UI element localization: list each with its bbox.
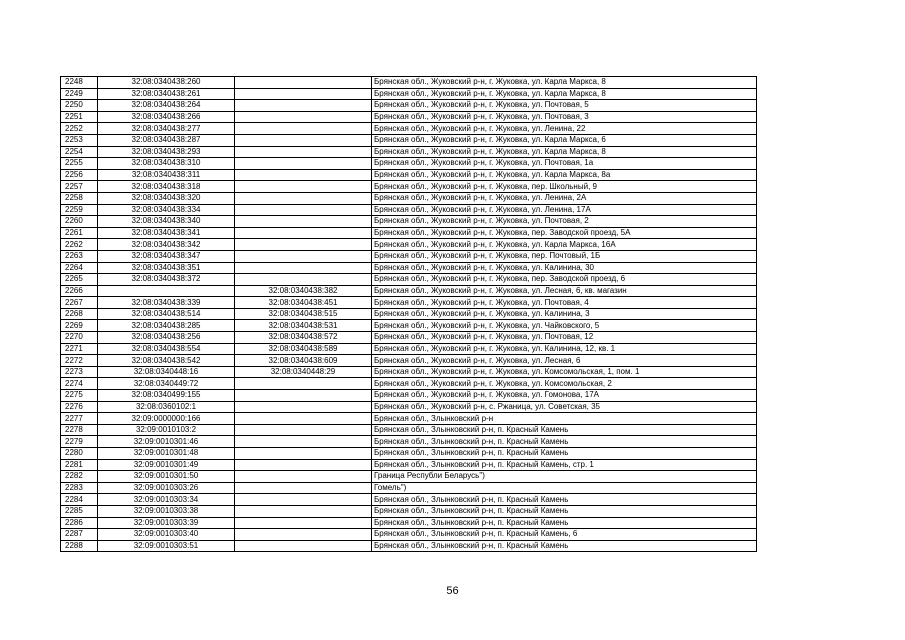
row-number-cell: 2271: [61, 343, 98, 355]
row-number-cell: 2264: [61, 262, 98, 274]
table-row: [61, 448, 757, 460]
row-number-cell: 2277: [61, 413, 98, 425]
row-number-cell: 2283: [61, 482, 98, 494]
row-number-cell: 2251: [61, 111, 98, 123]
cadastral-number-cell: 32:08:0340438:285: [98, 320, 235, 332]
cadastral-number-cell: 32:09:0010303:40: [98, 529, 235, 541]
related-cadastral-number-cell: [235, 471, 372, 483]
table-row: [61, 355, 757, 367]
address-cell: Брянская обл., Жуковский р-н, г. Жуковка, ул. Лесная, 6, кв. магазин: [372, 285, 757, 297]
address-cell: Брянская обл., Жуковский р-н, г. Жуковка, пер. Почтовый, 1Б: [372, 250, 757, 262]
address-cell: Брянская обл., Злынковский р-н, п. Красный Камень: [372, 517, 757, 529]
table-row: [61, 471, 757, 483]
address-cell: Брянская обл., Жуковский р-н, г. Жуковка, ул. Карла Маркса, 8: [372, 146, 757, 158]
row-number-cell: 2255: [61, 158, 98, 170]
cadastral-number-cell: 32:08:0340438:256: [98, 332, 235, 344]
table-row: [61, 77, 757, 89]
address-cell: Брянская обл., Жуковский р-н, г. Жуковка, ул. Калинина, 12, кв. 1: [372, 343, 757, 355]
table-row: [61, 239, 757, 251]
cadastral-number-cell: 32:08:0340438:318: [98, 181, 235, 193]
cadastral-number-cell: 32:09:0010301:46: [98, 436, 235, 448]
cadastral-number-cell: 32:09:0010301:49: [98, 459, 235, 471]
cadastral-number-cell: 32:08:0340438:277: [98, 123, 235, 135]
cadastral-number-cell: 32:09:0010301:48: [98, 448, 235, 460]
address-cell: Брянская обл., Жуковский р-н, г. Жуковка, ул. Калинина, 30: [372, 262, 757, 274]
cadastral-number-cell: 32:08:0340438:260: [98, 77, 235, 89]
row-number-cell: 2275: [61, 390, 98, 402]
address-cell: Брянская обл., Жуковский р-н, г. Жуковка, ул. Карла Маркса, 8а: [372, 169, 757, 181]
table-row: [61, 134, 757, 146]
address-cell: Брянская обл., Жуковский р-н, г. Жуковка, ул. Карла Маркса, 8: [372, 77, 757, 89]
row-number-cell: 2288: [61, 540, 98, 552]
cadastral-number-cell: 32:08:0340438:542: [98, 355, 235, 367]
address-cell: Брянская обл., Жуковский р-н, г. Жуковка, ул. Карла Маркса, 6: [372, 134, 757, 146]
table-row: [61, 529, 757, 541]
cadastral-number-cell: 32:09:0010303:38: [98, 505, 235, 517]
address-cell: Брянская обл., Злынковский р-н, п. Красный Камень, стр. 1: [372, 459, 757, 471]
table-row: [61, 517, 757, 529]
table-row: [61, 424, 757, 436]
related-cadastral-number-cell: [235, 390, 372, 402]
row-number-cell: 2252: [61, 123, 98, 135]
row-number-cell: 2257: [61, 181, 98, 193]
table-row: [61, 250, 757, 262]
table-row: [61, 308, 757, 320]
row-number-cell: 2286: [61, 517, 98, 529]
row-number-cell: 2278: [61, 424, 98, 436]
row-number-cell: 2276: [61, 401, 98, 413]
cadastral-number-cell: 32:09:0010301:50: [98, 471, 235, 483]
related-cadastral-number-cell: [235, 88, 372, 100]
cadastral-number-cell: 32:08:0340438:347: [98, 250, 235, 262]
row-number-cell: 2284: [61, 494, 98, 506]
row-number-cell: 2282: [61, 471, 98, 483]
address-cell: Брянская обл., Жуковский р-н, г. Жуковка, ул. Ленина, 17А: [372, 204, 757, 216]
row-number-cell: 2262: [61, 239, 98, 251]
table-row: [61, 100, 757, 112]
address-cell: Брянская обл., Злынковский р-н: [372, 413, 757, 425]
related-cadastral-number-cell: 32:08:0340438:451: [235, 297, 372, 309]
cadastral-number-cell: 32:08:0340438:261: [98, 88, 235, 100]
table-row: [61, 459, 757, 471]
row-number-cell: 2280: [61, 448, 98, 460]
address-cell: Брянская обл., Злынковский р-н, п. Красный Камень: [372, 494, 757, 506]
address-cell: Брянская обл., Злынковский р-н, п. Красный Камень: [372, 424, 757, 436]
related-cadastral-number-cell: [235, 100, 372, 112]
related-cadastral-number-cell: [235, 181, 372, 193]
table-row: [61, 505, 757, 517]
row-number-cell: 2268: [61, 308, 98, 320]
row-number-cell: 2250: [61, 100, 98, 112]
cadastral-number-cell: 32:08:0340438:351: [98, 262, 235, 274]
table-row: [61, 332, 757, 344]
table-row: [61, 216, 757, 228]
related-cadastral-number-cell: [235, 216, 372, 228]
address-cell: Брянская обл., Жуковский р-н, г. Жуковка, ул. Ленина, 2А: [372, 192, 757, 204]
cadastral-number-cell: 32:08:0340438:341: [98, 227, 235, 239]
address-cell: Брянская обл., Жуковский р-н, с. Ржаница, ул. Советская, 35: [372, 401, 757, 413]
row-number-cell: 2258: [61, 192, 98, 204]
address-cell: Брянская обл., Жуковский р-н, г. Жуковка, ул. Почтовая, 3: [372, 111, 757, 123]
row-number-cell: 2265: [61, 274, 98, 286]
row-number-cell: 2248: [61, 77, 98, 89]
cadastral-number-cell: 32:09:0010303:51: [98, 540, 235, 552]
row-number-cell: 2256: [61, 169, 98, 181]
related-cadastral-number-cell: [235, 146, 372, 158]
related-cadastral-number-cell: [235, 134, 372, 146]
table-row: [61, 181, 757, 193]
address-cell: Брянская обл., Жуковский р-н, г. Жуковка, ул. Почтовая, 12: [372, 332, 757, 344]
cadastral-number-cell: 32:08:0340499:155: [98, 390, 235, 402]
related-cadastral-number-cell: 32:08:0340438:609: [235, 355, 372, 367]
row-number-cell: 2269: [61, 320, 98, 332]
address-cell: Брянская обл., Жуковский р-н, г. Жуковка, ул. Комсомольская, 2: [372, 378, 757, 390]
cadastral-number-cell: 32:08:0340438:372: [98, 274, 235, 286]
related-cadastral-number-cell: [235, 436, 372, 448]
address-cell: Брянская обл., Жуковский р-н, г. Жуковка, пер. Школьный, 9: [372, 181, 757, 193]
related-cadastral-number-cell: [235, 459, 372, 471]
table-row: [61, 169, 757, 181]
row-number-cell: 2273: [61, 366, 98, 378]
row-number-cell: 2270: [61, 332, 98, 344]
address-cell: Брянская обл., Злынковский р-н, п. Красный Камень: [372, 505, 757, 517]
cadastral-number-cell: 32:08:0360102:1: [98, 401, 235, 413]
table-row: [61, 413, 757, 425]
address-cell: Брянская обл., Жуковский р-н, г. Жуковка, ул. Лесная, 6: [372, 355, 757, 367]
address-cell: Брянская обл., Жуковский р-н, г. Жуковка, ул. Ленина, 22: [372, 123, 757, 135]
related-cadastral-number-cell: [235, 262, 372, 274]
table-row: [61, 320, 757, 332]
related-cadastral-number-cell: [235, 111, 372, 123]
table-row: [61, 274, 757, 286]
related-cadastral-number-cell: [235, 192, 372, 204]
related-cadastral-number-cell: [235, 413, 372, 425]
cadastral-number-cell: [98, 285, 235, 297]
related-cadastral-number-cell: [235, 169, 372, 181]
related-cadastral-number-cell: 32:08:0340438:515: [235, 308, 372, 320]
address-cell: Брянская обл., Жуковский р-н, г. Жуковка, ул. Чайковского, 5: [372, 320, 757, 332]
table-row: [61, 192, 757, 204]
table-row: [61, 378, 757, 390]
table-row: [61, 204, 757, 216]
related-cadastral-number-cell: 32:08:0340438:382: [235, 285, 372, 297]
related-cadastral-number-cell: [235, 158, 372, 170]
cadastral-number-cell: 32:08:0340438:342: [98, 239, 235, 251]
cadastral-number-cell: 32:08:0340438:264: [98, 100, 235, 112]
row-number-cell: 2274: [61, 378, 98, 390]
address-cell: Брянская обл., Злынковский р-н, п. Красный Камень: [372, 540, 757, 552]
cadastral-number-cell: 32:08:0340438:287: [98, 134, 235, 146]
row-number-cell: 2261: [61, 227, 98, 239]
table-row: [61, 285, 757, 297]
related-cadastral-number-cell: 32:08:0340448:29: [235, 366, 372, 378]
address-cell: Брянская обл., Жуковский р-н, г. Жуковка, ул. Почтовая, 2: [372, 216, 757, 228]
row-number-cell: 2263: [61, 250, 98, 262]
row-number-cell: 2259: [61, 204, 98, 216]
table-row: [61, 123, 757, 135]
row-number-cell: 2260: [61, 216, 98, 228]
address-cell: Брянская обл., Жуковский р-н, г. Жуковка, ул. Карла Маркса, 8: [372, 88, 757, 100]
row-number-cell: 2279: [61, 436, 98, 448]
cadastral-table: [60, 76, 757, 552]
row-number-cell: 2249: [61, 88, 98, 100]
table-row: [61, 158, 757, 170]
address-cell: Брянская обл., Жуковский р-н, г. Жуковка, ул. Карла Маркса, 16А: [372, 239, 757, 251]
address-cell: Брянская обл., Жуковский р-н, г. Жуковка, пер. Заводской проезд, 5А: [372, 227, 757, 239]
related-cadastral-number-cell: [235, 448, 372, 460]
cadastral-number-cell: 32:09:0010303:26: [98, 482, 235, 494]
row-number-cell: 2254: [61, 146, 98, 158]
row-number-cell: 2266: [61, 285, 98, 297]
address-cell: Брянская обл., Жуковский р-н, г. Жуковка, ул. Калинина, 3: [372, 308, 757, 320]
related-cadastral-number-cell: [235, 517, 372, 529]
row-number-cell: 2287: [61, 529, 98, 541]
address-cell: Брянская обл., Злынковский р-н, п. Красный Камень: [372, 448, 757, 460]
address-cell: Гомель"): [372, 482, 757, 494]
cadastral-number-cell: 32:08:0340438:266: [98, 111, 235, 123]
table-row: [61, 540, 757, 552]
related-cadastral-number-cell: [235, 204, 372, 216]
table-row: [61, 297, 757, 309]
address-cell: Брянская обл., Жуковский р-н, г. Жуковка, ул. Почтовая, 5: [372, 100, 757, 112]
cadastral-number-cell: 32:09:0000000:166: [98, 413, 235, 425]
table-row: [61, 494, 757, 506]
related-cadastral-number-cell: [235, 123, 372, 135]
table-row: [61, 390, 757, 402]
table-row: [61, 343, 757, 355]
cadastral-number-cell: 32:08:0340438:554: [98, 343, 235, 355]
cadastral-number-cell: 32:08:0340438:514: [98, 308, 235, 320]
table-body: [61, 77, 757, 552]
cadastral-number-cell: 32:08:0340448:16: [98, 366, 235, 378]
cadastral-number-cell: 32:08:0340438:310: [98, 158, 235, 170]
table-row: [61, 227, 757, 239]
related-cadastral-number-cell: [235, 227, 372, 239]
related-cadastral-number-cell: 32:08:0340438:531: [235, 320, 372, 332]
address-cell: Брянская обл., Злынковский р-н, п. Красный Камень, 6: [372, 529, 757, 541]
table-row: [61, 111, 757, 123]
cadastral-number-cell: 32:08:0340438:320: [98, 192, 235, 204]
related-cadastral-number-cell: [235, 424, 372, 436]
address-cell: Брянская обл., Жуковский р-н, г. Жуковка, ул. Комсомольская, 1, пом. 1: [372, 366, 757, 378]
related-cadastral-number-cell: [235, 401, 372, 413]
related-cadastral-number-cell: [235, 378, 372, 390]
related-cadastral-number-cell: [235, 540, 372, 552]
page-number: 56: [446, 585, 459, 597]
row-number-cell: 2253: [61, 134, 98, 146]
table-row: [61, 366, 757, 378]
related-cadastral-number-cell: [235, 274, 372, 286]
cadastral-number-cell: 32:09:0010103:2: [98, 424, 235, 436]
address-cell: Брянская обл., Жуковский р-н, г. Жуковка, ул. Почтовая, 1а: [372, 158, 757, 170]
address-cell: Граница Республи Беларусь"): [372, 471, 757, 483]
related-cadastral-number-cell: [235, 77, 372, 89]
cadastral-number-cell: 32:08:0340438:311: [98, 169, 235, 181]
cadastral-number-cell: 32:08:0340438:293: [98, 146, 235, 158]
cadastral-number-cell: 32:09:0010303:39: [98, 517, 235, 529]
related-cadastral-number-cell: [235, 494, 372, 506]
row-number-cell: 2285: [61, 505, 98, 517]
table-row: [61, 436, 757, 448]
related-cadastral-number-cell: [235, 250, 372, 262]
related-cadastral-number-cell: [235, 239, 372, 251]
table-row: [61, 88, 757, 100]
address-cell: Брянская обл., Жуковский р-н, г. Жуковка, ул. Почтовая, 4: [372, 297, 757, 309]
row-number-cell: 2272: [61, 355, 98, 367]
related-cadastral-number-cell: 32:08:0340438:572: [235, 332, 372, 344]
table-row: [61, 482, 757, 494]
cadastral-number-cell: 32:08:0340438:334: [98, 204, 235, 216]
related-cadastral-number-cell: [235, 529, 372, 541]
address-cell: Брянская обл., Жуковский р-н, г. Жуковка, ул. Гомонова, 17А: [372, 390, 757, 402]
cadastral-number-cell: 32:08:0340449:72: [98, 378, 235, 390]
cadastral-number-cell: 32:09:0010303:34: [98, 494, 235, 506]
related-cadastral-number-cell: [235, 505, 372, 517]
row-number-cell: 2267: [61, 297, 98, 309]
cadastral-number-cell: 32:08:0340438:340: [98, 216, 235, 228]
table-row: [61, 262, 757, 274]
row-number-cell: 2281: [61, 459, 98, 471]
cadastral-number-cell: 32:08:0340438:339: [98, 297, 235, 309]
table-row: [61, 401, 757, 413]
related-cadastral-number-cell: 32:08:0340438:589: [235, 343, 372, 355]
address-cell: Брянская обл., Жуковский р-н, г. Жуковка, пер. Заводской проезд, 6: [372, 274, 757, 286]
address-cell: Брянская обл., Злынковский р-н, п. Красный Камень: [372, 436, 757, 448]
related-cadastral-number-cell: [235, 482, 372, 494]
table-row: [61, 146, 757, 158]
